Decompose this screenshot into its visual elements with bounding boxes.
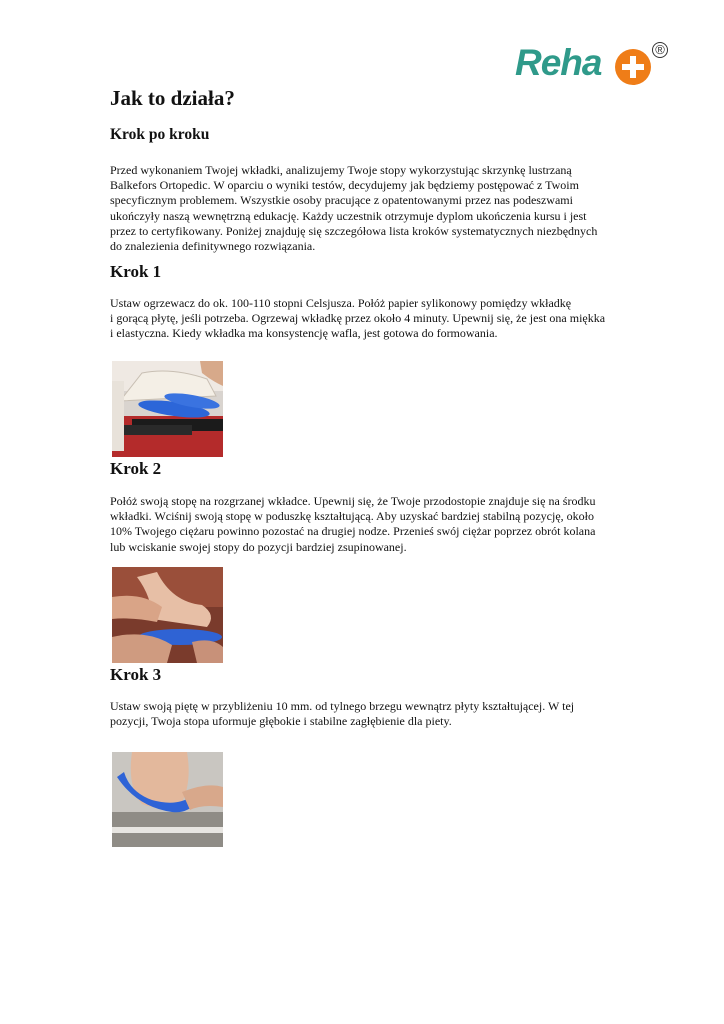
step-1-text: [110, 296, 620, 342]
text-line: lub wciskanie swojej stopy do pozycji bardziej zsupinowanej.: [110, 539, 407, 554]
intro-paragraph: [110, 163, 620, 254]
step-1-heading: Krok 1: [110, 262, 162, 281]
text-line: Przed wykonaniem Twojej wkładki, analizujemy Twoje stopy wykorzystując skrzynkę lustrzaną: [110, 163, 572, 177]
reha-plus-logo: [515, 42, 670, 92]
text-line: Ustaw swoją piętę w przybliżeniu 10 mm. od tylnego brzegu wewnątrz płyty kształtującej. W tej: [110, 699, 575, 713]
step-2-heading: Krok 2: [110, 459, 162, 478]
step-3-photo: [112, 752, 223, 847]
registered-trademark-icon: ®: [652, 42, 668, 58]
text-line: Połóż swoją stopę na rozgrzanej wkładce. Upewnij się, że Twoje przodostopie znajduje się na środku: [110, 494, 596, 508]
text-line: pozycji, Twoja stopa uformuje głębokie i stabilne zagłębienie dla piety.: [110, 714, 452, 729]
step-3-text: [110, 699, 620, 729]
step-3-heading: Krok 3: [110, 665, 162, 684]
page-subtitle: Krok po kroku: [110, 126, 210, 143]
text-line: do znalezienia definitywnego rozwiązania.: [110, 239, 316, 254]
text-line: Ustaw ogrzewacz do ok. 100-110 stopni Celsjusza. Połóż papier sylikonowy pomiędzy wkładkę: [110, 296, 572, 310]
step-2-text: [110, 494, 620, 555]
step-2-photo: [112, 567, 223, 663]
text-line: przez to certyfikowany. Poniżej znajduję się szczegółowa lista kroków systematycznych niezbędnych: [110, 223, 598, 238]
text-line: wkładki. Wciśnij swoją stopę w poduszkę kształtującą. Aby uzyskać bardziej stabilną pozycję, około: [110, 509, 594, 524]
text-line: i elastyczna. Kiedy wkładka ma konsystencję wafla, jest gotowa do formowania.: [110, 326, 498, 341]
text-line: 10% Twojego ciężaru powinno pozostać na drugiej nodze. Przenieś swój ciężar poprzez obrót kolana: [110, 524, 596, 539]
text-line: i gorącą płytę, jeśli potrzeba. Ogrzewaj wkładkę przez około 4 minuty. Upewnij się, że jest ona miękka: [110, 311, 606, 326]
logo-plus-icon: [615, 49, 651, 85]
text-line: ukończyły naszą wewnętrzną edukację. Każdy uczestnik otrzymuje dyplom ukończenia kursu i jest: [110, 208, 587, 223]
text-line: Balkefors Ortopedic. W oparciu o wyniki testów, decydujemy jak będziemy postępować z Twoim: [110, 178, 579, 193]
logo-wordmark: Reha: [515, 42, 602, 83]
page-title: Jak to działa?: [110, 86, 235, 110]
step-1-photo: [112, 361, 223, 457]
text-line: specyficznym problemem. Wszystkie osoby pracujące z opatentowanymi przez nas podeszwami: [110, 193, 573, 208]
